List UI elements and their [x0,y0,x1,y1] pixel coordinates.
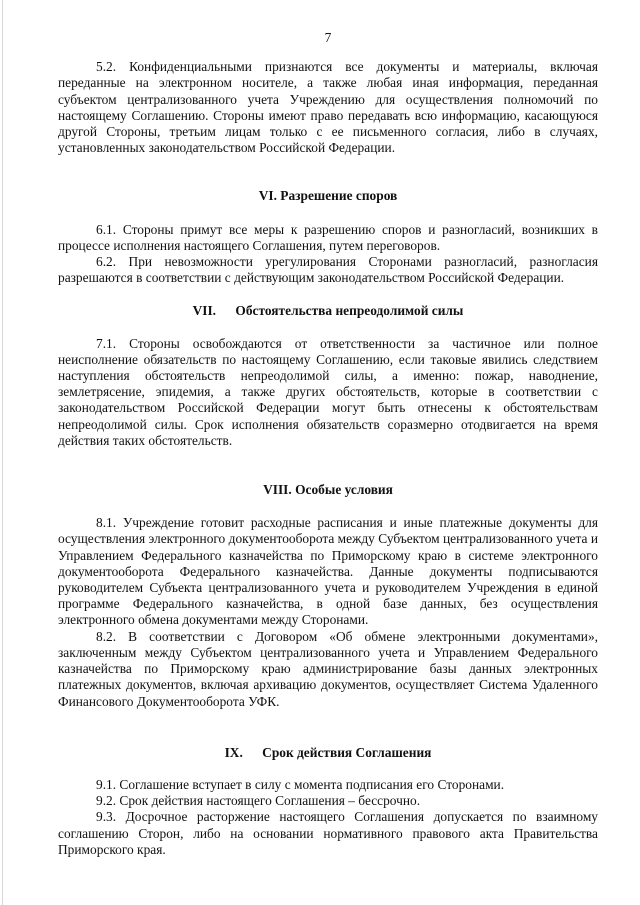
section-8-heading [58,482,598,498]
paragraph-8-2: 8.2. В соответствии с Договором «Об обмене электронными документами», заключенным между Субъектом централизованного учета и Управлением Федерального казначейства по Приморскому краю администрирование базы данных электронных платежных документов, включая архивацию документов, осуществляет Система Удаленного Финансового Документооборота УФК. [58,628,598,709]
paragraph-5-2: 5.2. Конфиденциальными признаются все документы и материалы, включая переданные на электронном носителе, а также любая иная информация, переданная субъектом централизованного учета Учреждению для осуществления полномочий по настоящему Соглашению. Стороны имеют право передавать всю информацию, касающуюся другой Стороны, третьим лицам только с ее письменного согласия, либо в случаях, установленных законодательством Российской Федерации. [58,59,598,156]
section-8-number: VIII. [263,482,292,498]
section-5-continuation [58,59,598,156]
section-9-heading [58,745,598,761]
section-7-title: Обстоятельства непреодолимой силы [235,303,464,319]
section-8-title: Особые условия [295,482,393,498]
section-6-number: VI. [258,188,277,204]
paragraph-6-1: 6.1. Стороны примут все меры к разрешению споров и разногласий, возникших в процессе исполнения настоящего Соглашения, путем переговоров. [58,221,598,253]
section-9-title: Срок действия Соглашения [262,744,432,760]
section-6 [58,222,598,287]
section-6-heading [58,188,598,204]
paragraph-7-1: 7.1. Стороны освобождаются от ответственности за частичное или полное неисполнение обязательств по настоящему Соглашению, если таковые явились следствием наступления обстоятельств непреодолимой силы, а именно: пожар, наводнение, землетрясение, эпидемия, а также других обстоятельств, которые в соответствии с законодательством Российской Федерации могут быть отнесены к обстоятельствам непреодолимой силы. Срок исполнения обязательств соразмерно отодвигается на время действия таких обстоятельств. [58,335,598,448]
paragraph-9-2: 9.2. Срок действия настоящего Соглашения – бессрочно. [96,793,421,809]
section-7 [58,336,598,449]
section-7-number: VII. [192,303,217,319]
section-9-number: IX. [224,744,243,760]
paragraph-9-1: 9.1. Соглашение вступает в силу с момента подписания его Сторонами. [96,776,505,792]
section-8 [58,515,598,709]
section-7-heading [58,303,598,319]
section-9 [58,777,598,858]
paragraph-8-1: 8.1. Учреждение готовит расходные расписания и иные платежные документы для осуществления электронного документооборота между Субъектом централизованного учета и Управлением Федерального казначейства по Приморскому краю в системе электронного документооборота Федерального казначейства. Данные документы подписываются руководителем Субъекта централизованного учета и руководителем Учреждения в единой программе Федерального казначейства, в одной базе данных, без осуществления электронного обмена документами между Сторонами. [58,515,598,628]
paragraph-6-2: 6.2. При невозможности урегулирования Сторонами разногласий, разногласия разрешаются в соответствии с действующим законодательством Российской Федерации. [58,254,598,286]
section-6-title: Разрешение споров [280,188,398,204]
paragraph-9-3: 9.3. Досрочное расторжение настоящего Соглашения допускается по взаимному соглашению Сторон, либо на основании нормативного правового акта Правительства Приморского края. [58,809,598,857]
page-number: 7 [324,30,332,45]
